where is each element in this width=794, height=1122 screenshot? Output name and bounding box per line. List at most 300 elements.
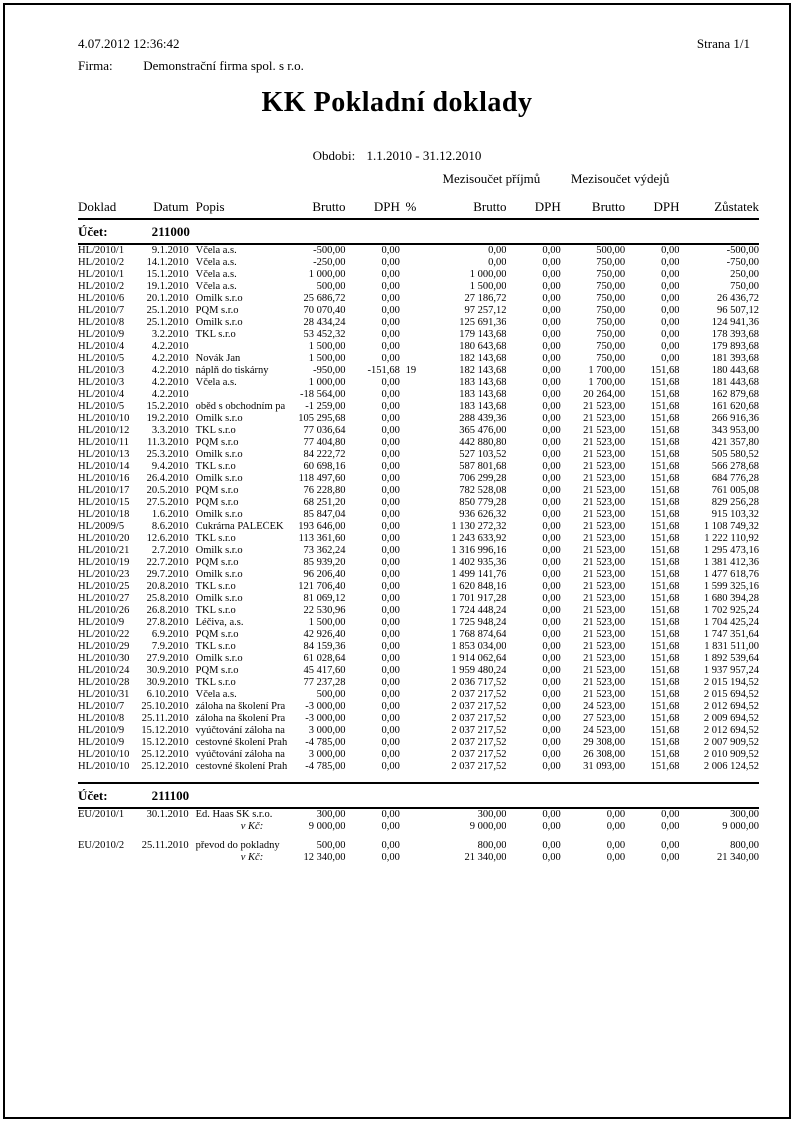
- cell: 442 880,80: [459, 437, 507, 448]
- cell: 68 251,20: [303, 497, 346, 508]
- cell: [400, 808, 422, 821]
- cell: HL/2010/5: [78, 401, 125, 412]
- table-row: [78, 521, 759, 533]
- cell: HL/2010/3: [78, 365, 125, 376]
- cell: 0,00: [381, 329, 400, 340]
- cell: 25.1.2010: [146, 317, 189, 328]
- cell: 151,68: [650, 749, 680, 760]
- cell: 21 523,00: [583, 605, 626, 616]
- cell: 26 308,00: [583, 749, 626, 760]
- cell: HL/2010/24: [78, 665, 130, 676]
- cell: 1 000,00: [308, 269, 346, 280]
- cell: HL/2010/8: [78, 713, 125, 724]
- cell: 151,68: [650, 701, 680, 712]
- cell: 8.6.2010: [151, 521, 189, 532]
- cell: 1 747 351,64: [703, 629, 759, 640]
- table-row: [78, 840, 759, 852]
- cell: 0,00: [542, 341, 561, 352]
- cell: 0,00: [542, 840, 561, 851]
- cell: 22.7.2010: [146, 557, 189, 568]
- cell: 30.1.2010: [146, 809, 189, 820]
- cell: [78, 821, 134, 833]
- table-row: [78, 497, 759, 509]
- cell: 25.11.2010: [141, 840, 189, 851]
- cell: HL/2010/13: [78, 449, 130, 460]
- cell: 1 500,00: [308, 353, 346, 364]
- cell: [400, 749, 422, 761]
- account-section: [78, 219, 759, 773]
- cell: 25 686,72: [303, 293, 346, 304]
- cell: [400, 840, 422, 852]
- cell: HL/2010/7: [78, 701, 125, 712]
- cell: 25.1.2010: [146, 305, 189, 316]
- cell: [400, 437, 422, 449]
- cell: 15.12.2010: [141, 725, 189, 736]
- cell: PQM s.r.o: [195, 497, 239, 508]
- cell: HL/2010/10: [78, 413, 130, 424]
- cell: 0,00: [381, 641, 400, 652]
- cell: 3.3.2010: [151, 425, 189, 436]
- cell: 0,00: [381, 341, 400, 352]
- cell: 0,00: [661, 840, 680, 851]
- cell: Omilk s.r.o: [195, 449, 243, 460]
- cell: HL/2010/19: [78, 557, 130, 568]
- cell: HL/2010/20: [78, 533, 130, 544]
- cell: 0,00: [661, 353, 680, 364]
- cell: 782 528,08: [459, 485, 507, 496]
- cell: 84 222,72: [303, 449, 346, 460]
- cell: HL/2010/25: [78, 581, 130, 592]
- cell: 1 500,00: [469, 281, 507, 292]
- period-label: Obdobi:: [312, 148, 356, 163]
- cell: -250,00: [313, 257, 346, 268]
- cell: 21 523,00: [583, 629, 626, 640]
- table-row: [78, 341, 759, 353]
- cell: 800,00: [730, 840, 759, 851]
- cell: 0,00: [381, 821, 400, 832]
- cell: 0,00: [661, 293, 680, 304]
- cell: TKL s.r.o: [195, 605, 236, 616]
- cell: 0,00: [542, 821, 561, 832]
- cell: 0,00: [542, 413, 561, 424]
- cell: 0,00: [542, 713, 561, 724]
- cell: 182 143,68: [459, 365, 507, 376]
- table-row: [78, 437, 759, 449]
- cell: 25.8.2010: [146, 593, 189, 604]
- cell: 96 206,40: [303, 569, 346, 580]
- cell: -18 564,00: [300, 389, 346, 400]
- cell: [400, 725, 422, 737]
- table-row: [78, 293, 759, 305]
- cell: 1 620 848,16: [451, 581, 507, 592]
- cell: 1 892 539,64: [703, 653, 759, 664]
- cell: HL/2010/27: [78, 593, 130, 604]
- table-row: [78, 257, 759, 269]
- cell: 15.1.2010: [146, 269, 189, 280]
- cell: HL/2010/9: [78, 725, 125, 736]
- cell: [400, 449, 422, 461]
- cell: 0,00: [381, 377, 400, 388]
- cell: [400, 641, 422, 653]
- cell: 566 278,68: [711, 461, 759, 472]
- cell: 0,00: [381, 605, 400, 616]
- cell: [400, 605, 422, 617]
- cell: 21 523,00: [583, 641, 626, 652]
- cell: 0,00: [542, 605, 561, 616]
- cell: převod do pokladny: [195, 840, 280, 851]
- group-header-vydaje: Mezisoučet výdejů: [570, 171, 670, 186]
- cell: 1 000,00: [469, 269, 507, 280]
- cell: [400, 461, 422, 473]
- cell: 125 691,36: [459, 317, 507, 328]
- cell: 266 916,36: [711, 413, 759, 424]
- cell: 21 523,00: [583, 593, 626, 604]
- page-number: Strana 1/1: [696, 36, 750, 51]
- cell: 77 237,28: [303, 677, 346, 688]
- cell: 500,00: [316, 281, 346, 292]
- cell: 0,00: [606, 852, 626, 863]
- cell: [400, 317, 422, 329]
- cell: 21 523,00: [583, 617, 626, 628]
- table-row: [78, 244, 759, 257]
- cell: 179 143,68: [459, 329, 507, 340]
- cell: 0,00: [381, 725, 400, 736]
- cell: [400, 485, 422, 497]
- cell: 0,00: [542, 689, 561, 700]
- cell: 0,00: [542, 509, 561, 520]
- cell: 343 953,00: [711, 425, 759, 436]
- cell: 0,00: [542, 545, 561, 556]
- cell: TKL s.r.o: [195, 329, 236, 340]
- cell: PQM s.r.o: [195, 437, 239, 448]
- cell: [400, 269, 422, 281]
- cell: 151,68: [650, 437, 680, 448]
- cell: 0,00: [542, 425, 561, 436]
- cell: 500,00: [596, 245, 626, 256]
- cell: 21 523,00: [583, 437, 626, 448]
- cell: 936 626,32: [459, 509, 507, 520]
- cell: 151,68: [650, 365, 680, 376]
- cell: 0,00: [661, 329, 680, 340]
- cell: 27.9.2010: [146, 653, 189, 664]
- cell: 0,00: [661, 257, 680, 268]
- cell: 0,00: [542, 641, 561, 652]
- group-header-row: [78, 165, 759, 187]
- cell: 151,68: [650, 569, 680, 580]
- cell: 0,00: [542, 653, 561, 664]
- cell: 42 926,40: [303, 629, 346, 640]
- cell: 0,00: [542, 485, 561, 496]
- cell: 28 434,24: [303, 317, 346, 328]
- col-header-brutto2: Brutto: [473, 199, 507, 214]
- cell: Cukrárna PALEČEK: [195, 521, 284, 532]
- cell: 85 939,20: [303, 557, 346, 568]
- cell: 29.7.2010: [146, 569, 189, 580]
- cell: HL/2010/28: [78, 677, 130, 688]
- cell: 151,68: [650, 545, 680, 556]
- cell: PQM s.r.o: [195, 629, 239, 640]
- cell: 151,68: [650, 641, 680, 652]
- account-number: 211000: [151, 223, 190, 239]
- cell: 12.6.2010: [146, 533, 189, 544]
- table-row: [78, 557, 759, 569]
- cell: 829 256,28: [711, 497, 759, 508]
- account-header-row: [78, 219, 759, 244]
- cell: TKL s.r.o: [195, 425, 236, 436]
- group-header-prijmy: Mezisoučet příjmů: [442, 171, 541, 186]
- cell: Včela a.s.: [195, 257, 237, 268]
- cell: 0,00: [542, 461, 561, 472]
- cell: Omilk s.r.o: [195, 569, 243, 580]
- cell: 0,00: [381, 689, 400, 700]
- cell: Omilk s.r.o: [195, 413, 243, 424]
- cell: HL/2010/18: [78, 509, 130, 520]
- cell: Včela a.s.: [195, 281, 237, 292]
- section-gap: [78, 773, 759, 783]
- cell: 0,00: [381, 509, 400, 520]
- cell: HL/2010/2: [78, 257, 125, 268]
- cell: HL/2010/30: [78, 653, 130, 664]
- cell: 21 523,00: [583, 509, 626, 520]
- table-row: [78, 761, 759, 773]
- cell: 1 108 749,32: [703, 521, 759, 532]
- cell: 0,00: [542, 401, 561, 412]
- cell: TKL s.r.o: [195, 641, 236, 652]
- cell: 1 222 110,92: [704, 533, 759, 544]
- cell: 0,00: [542, 449, 561, 460]
- cell: 178 393,68: [711, 329, 759, 340]
- cell: 15.2.2010: [146, 401, 189, 412]
- cell: 21 523,00: [583, 485, 626, 496]
- cell: 0,00: [542, 557, 561, 568]
- cell: 0,00: [542, 245, 561, 256]
- cell: 21 523,00: [583, 461, 626, 472]
- cell: 850 779,28: [459, 497, 507, 508]
- cell: 0,00: [488, 245, 507, 256]
- cell: HL/2010/31: [78, 689, 130, 700]
- cell: 4.2.2010: [151, 341, 189, 352]
- cell: TKL s.r.o: [195, 677, 236, 688]
- cell: 0,00: [542, 665, 561, 676]
- cell: [400, 329, 422, 341]
- cell: 0,00: [661, 269, 680, 280]
- cell: 0,00: [381, 665, 400, 676]
- cell: [400, 521, 422, 533]
- cell: 0,00: [542, 437, 561, 448]
- cell: 0,00: [381, 269, 400, 280]
- cell: 0,00: [381, 569, 400, 580]
- cell: 2 009 694,52: [703, 713, 759, 724]
- firm-row: [78, 58, 304, 74]
- cell: Novák Jan: [195, 353, 241, 364]
- cell: 2 036 717,52: [451, 677, 507, 688]
- cell: 527 103,52: [459, 449, 507, 460]
- cell: 21 523,00: [583, 581, 626, 592]
- cell: [400, 497, 422, 509]
- cell: 25.11.2010: [141, 713, 189, 724]
- group-header-spacer: [78, 165, 422, 187]
- cell: 161 620,68: [711, 401, 759, 412]
- cell: 0,00: [542, 521, 561, 532]
- cell: 7.9.2010: [151, 641, 189, 652]
- cell: 19.2.2010: [146, 413, 189, 424]
- cell: 250,00: [730, 269, 759, 280]
- table-row: [78, 545, 759, 557]
- cell: 0,00: [381, 653, 400, 664]
- cell: HL/2010/22: [78, 629, 130, 640]
- cell: 0,00: [381, 557, 400, 568]
- cell: Včela a.s.: [195, 245, 237, 256]
- cell: 800,00: [477, 840, 507, 851]
- table-row: [78, 389, 759, 401]
- table-row: [78, 377, 759, 389]
- col-header-dph2: DPH: [534, 199, 561, 214]
- cell: 0,00: [381, 317, 400, 328]
- cell: [400, 569, 422, 581]
- cell: 0,00: [542, 701, 561, 712]
- cell: 0,00: [381, 245, 400, 256]
- cell: 118 497,60: [298, 473, 346, 484]
- table-header: [78, 165, 759, 219]
- cell: 0,00: [542, 809, 561, 820]
- cell: HL/2010/16: [78, 473, 130, 484]
- cell: 0,00: [542, 389, 561, 400]
- cell: 9 000,00: [308, 821, 346, 832]
- cell: 1 831 511,00: [704, 641, 759, 652]
- cell: 2 037 217,52: [451, 749, 507, 760]
- cell: TKL s.r.o: [195, 581, 236, 592]
- cell: 162 879,68: [711, 389, 759, 400]
- table-row: [78, 365, 759, 377]
- cell: 0,00: [381, 257, 400, 268]
- cell: [400, 689, 422, 701]
- cell: 288 439,36: [459, 413, 507, 424]
- cell: 2.7.2010: [151, 545, 189, 556]
- cell: 0,00: [661, 281, 680, 292]
- table-row: [78, 593, 759, 605]
- cell: 0,00: [381, 305, 400, 316]
- table-row: [78, 425, 759, 437]
- cell: 25.12.2010: [141, 761, 189, 772]
- cell: záloha na školení Pra: [195, 713, 286, 724]
- cell: 0,00: [381, 713, 400, 724]
- cell: HL/2010/2: [78, 281, 125, 292]
- cell: 29 308,00: [583, 737, 626, 748]
- cell: [400, 244, 422, 257]
- firm-label: Firma:: [78, 58, 113, 73]
- cell: 183 143,68: [459, 377, 507, 388]
- cell: 0,00: [381, 293, 400, 304]
- cell: 61 028,64: [303, 653, 346, 664]
- cell: 2 006 124,52: [703, 761, 759, 772]
- cell: HL/2009/5: [78, 521, 125, 532]
- table-row: [78, 329, 759, 341]
- cell: -3 000,00: [305, 713, 346, 724]
- cell: 70 070,40: [303, 305, 346, 316]
- cell: 2 007 909,52: [703, 737, 759, 748]
- page-meta-row: [78, 36, 750, 52]
- cell: 182 143,68: [459, 353, 507, 364]
- cell: [400, 557, 422, 569]
- cell: 0,00: [381, 497, 400, 508]
- cell: 3.2.2010: [151, 329, 189, 340]
- cell: 151,68: [650, 737, 680, 748]
- cell: 0,00: [381, 809, 400, 820]
- cell: -500,00: [313, 245, 346, 256]
- cell: 1 381 412,36: [703, 557, 759, 568]
- cell: 105 295,68: [298, 413, 346, 424]
- cell: 587 801,68: [459, 461, 507, 472]
- cell: 25.10.2010: [141, 701, 189, 712]
- table-row-vkc: [78, 852, 759, 864]
- cell: 21 340,00: [464, 852, 507, 863]
- cell: 12 340,00: [303, 852, 346, 863]
- cell: 77 404,80: [303, 437, 346, 448]
- cell: 0,00: [661, 317, 680, 328]
- cell: 21 340,00: [717, 852, 759, 863]
- cell: 750,00: [596, 293, 626, 304]
- cell: 0,00: [542, 725, 561, 736]
- cell: 1 702 925,24: [703, 605, 759, 616]
- cell: 3 000,00: [308, 725, 346, 736]
- cell: [400, 545, 422, 557]
- cell: 151,68: [650, 521, 680, 532]
- cell: 750,00: [596, 281, 626, 292]
- cell: 2 037 217,52: [451, 689, 507, 700]
- table-row: [78, 305, 759, 317]
- cell: 0,00: [661, 341, 680, 352]
- cell: 179 893,68: [711, 341, 759, 352]
- group-header-spacer-right: [679, 165, 759, 187]
- report-period: [5, 148, 789, 164]
- cell: 4.2.2010: [151, 365, 189, 376]
- cell: 0,00: [542, 677, 561, 688]
- cell: 505 580,52: [711, 449, 759, 460]
- cell: HL/2010/17: [78, 485, 130, 496]
- col-header-brutto1: Brutto: [312, 199, 346, 214]
- table-row: [78, 808, 759, 821]
- cell: 0,00: [381, 281, 400, 292]
- column-header-row: [78, 187, 759, 219]
- cell: 0,00: [542, 473, 561, 484]
- cell: 1 000,00: [308, 377, 346, 388]
- cell: 0,00: [381, 749, 400, 760]
- col-header-zustatek: Zůstatek: [714, 199, 759, 214]
- period-value: 1.1.2010 - 31.12.2010: [366, 148, 482, 163]
- cell: 0,00: [542, 293, 561, 304]
- cell: 1 402 935,36: [451, 557, 507, 568]
- cell: 0,00: [542, 569, 561, 580]
- cell: 21 523,00: [583, 521, 626, 532]
- cell: -950,00: [313, 365, 346, 376]
- cell: 750,00: [596, 353, 626, 364]
- cell: HL/2010/12: [78, 425, 130, 436]
- cell: [400, 305, 422, 317]
- cell: Včela a.s.: [195, 377, 237, 388]
- cell: 0,00: [381, 761, 400, 772]
- cell: 750,00: [730, 281, 759, 292]
- cell: HL/2010/8: [78, 317, 125, 328]
- account-number: 211100: [151, 787, 190, 803]
- col-header-dph3: DPH: [653, 199, 680, 214]
- cell: PQM s.r.o: [195, 557, 239, 568]
- cell: 706 299,28: [459, 473, 507, 484]
- table-row: [78, 653, 759, 665]
- cell: 0,00: [542, 329, 561, 340]
- cell: 0,00: [542, 497, 561, 508]
- table-row: [78, 317, 759, 329]
- cell: 1 243 633,92: [451, 533, 507, 544]
